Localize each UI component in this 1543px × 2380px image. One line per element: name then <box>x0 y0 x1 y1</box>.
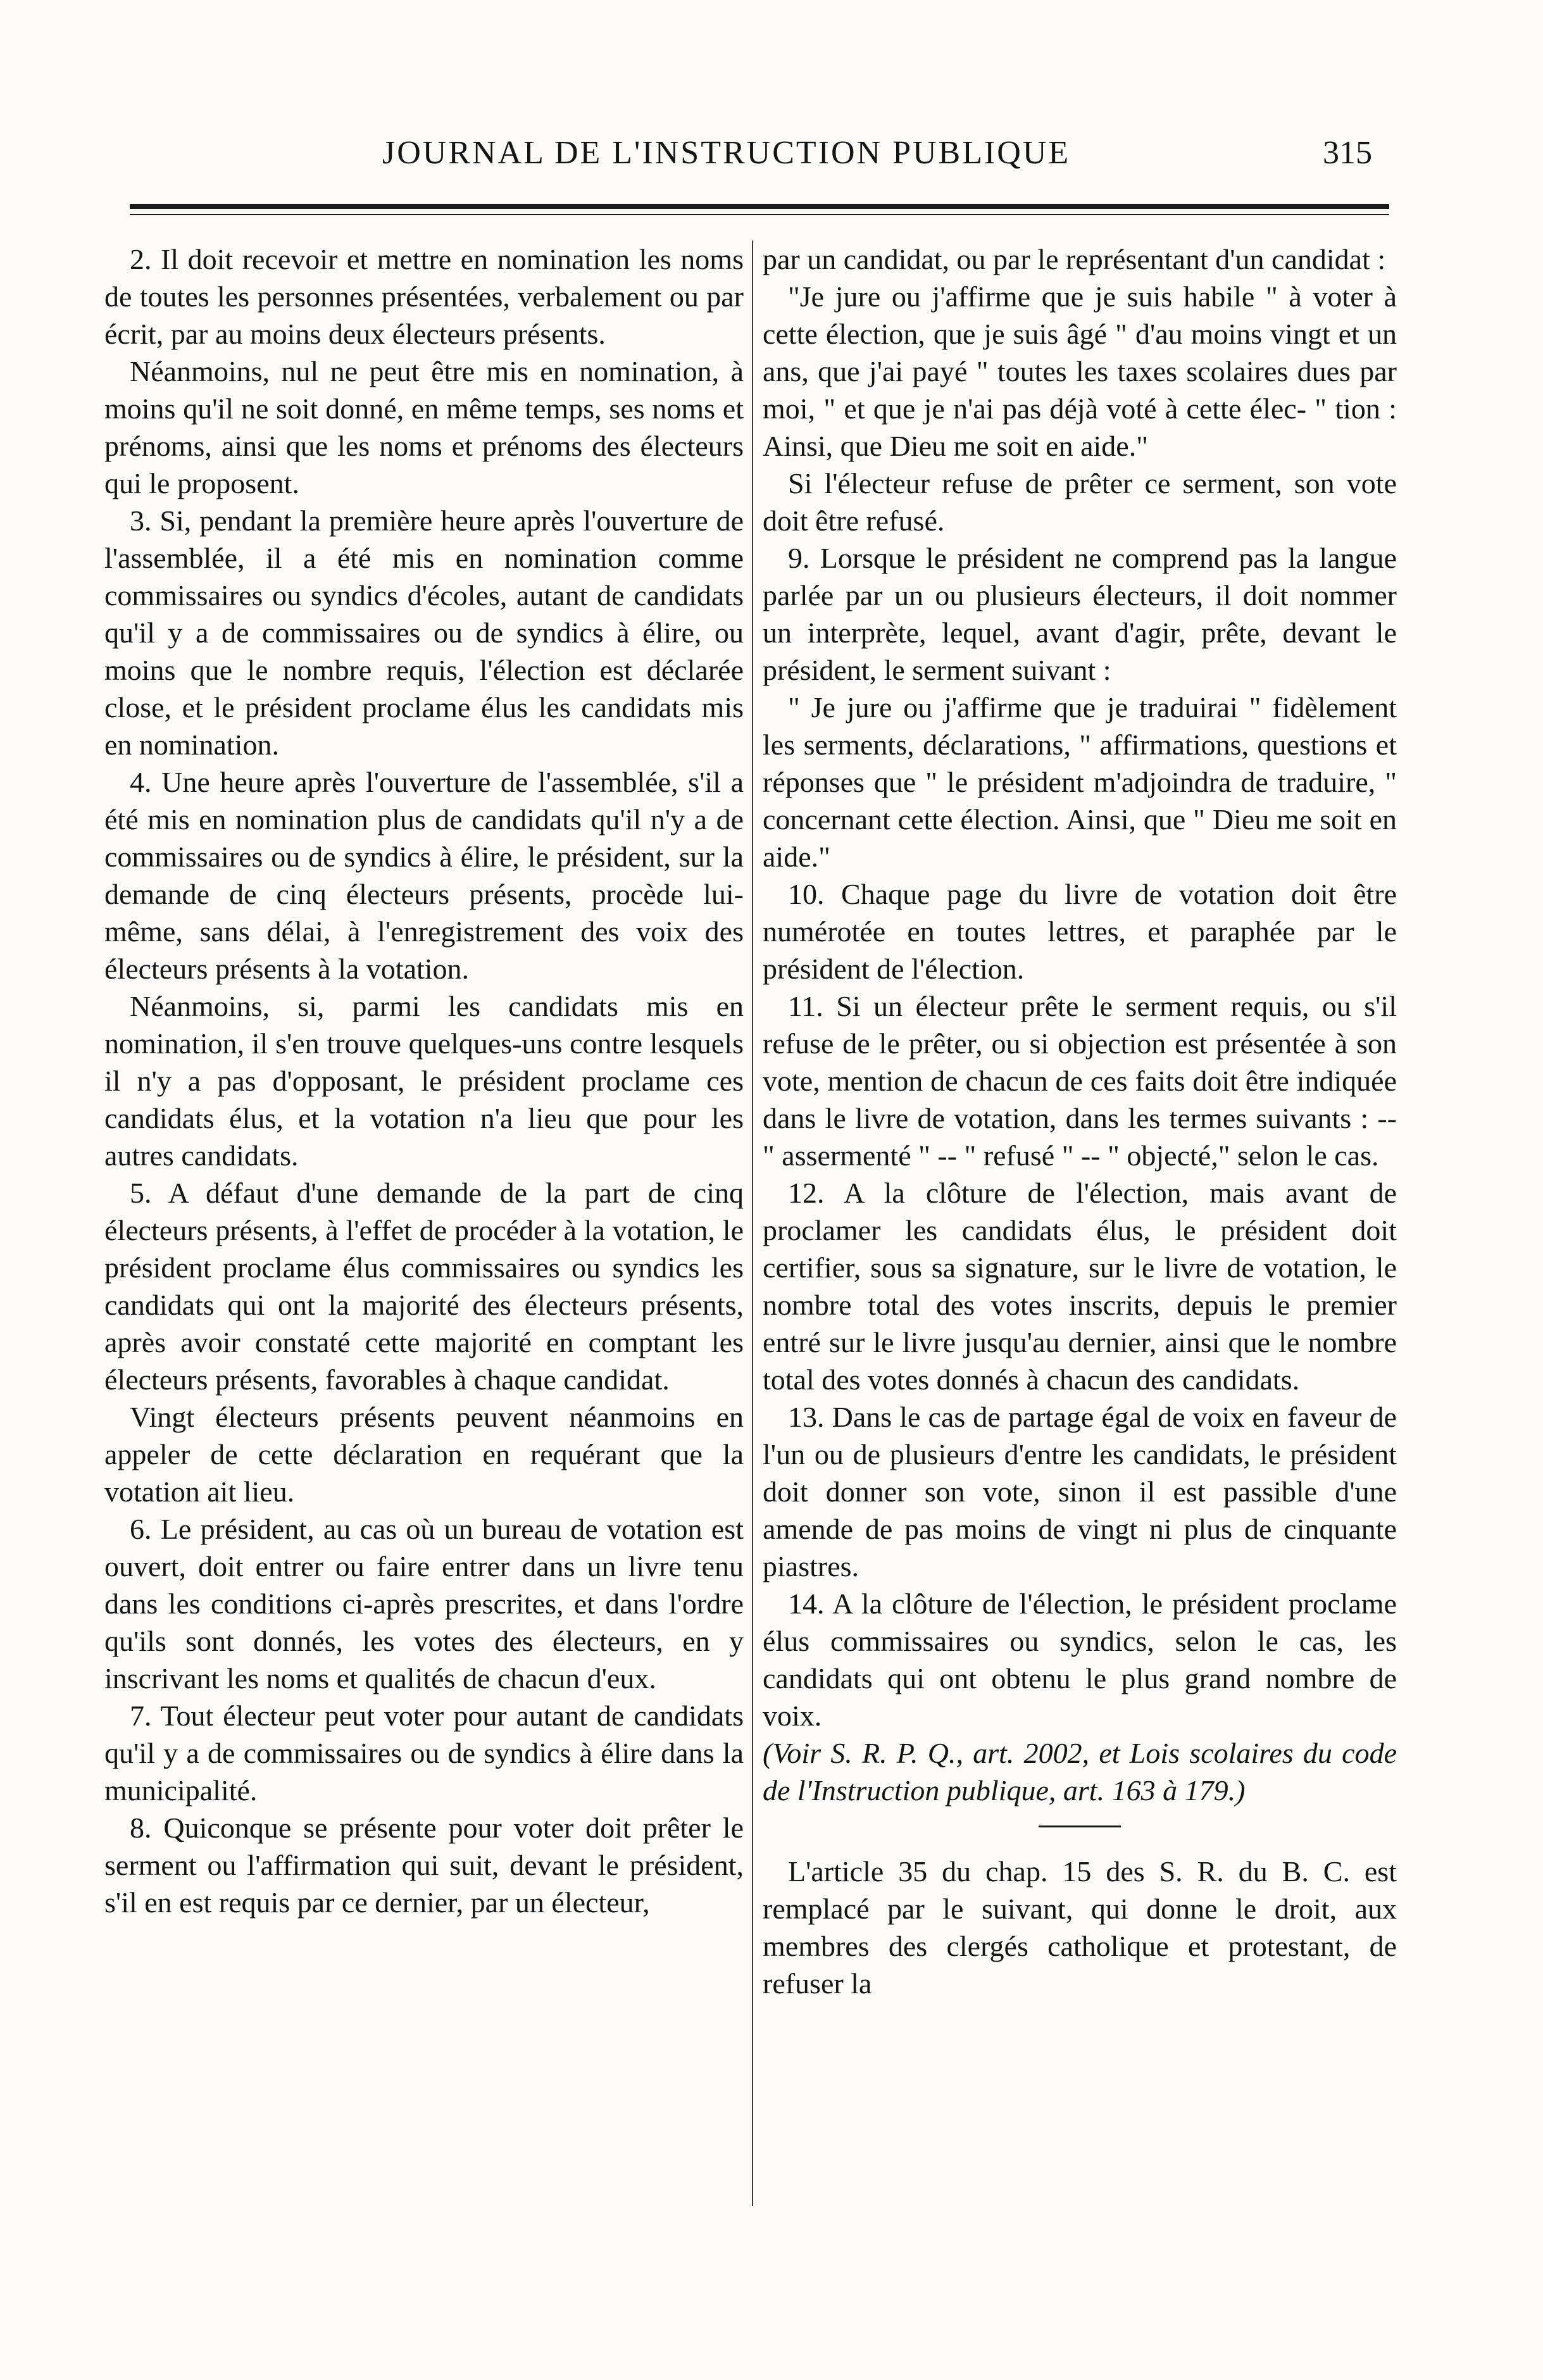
article-2: 2. Il doit recevoir et mettre en nomination les noms de toutes les personnes présentées, verbalement ou par écrit, par au moins deux électeurs présents. <box>104 243 744 350</box>
article-13: 13. Dans le cas de partage égal de voix en faveur de l'un ou de plusieurs d'entre les candidats, le président doit donner son vote, sinon il est passible d'une amende de pas moins de vingt ni plus de cinquante piastres. <box>763 1401 1397 1582</box>
page-number: 315 <box>1323 135 1372 171</box>
article-5: 5. A défaut d'une demande de la part de cinq électeurs présents, à l'effet de procéder à la votation, le président proclame élus commissaires ou syndics les candidats qui ont la majorité des électeurs présents, après avoir constaté cette majorité en comptant les électeurs présents, favorables à chaque candidat. <box>104 1177 744 1396</box>
article-8: 8. Quiconque se présente pour voter doit prêter le serment ou l'affirmation qui suit, devant le président, s'il en est requis par ce dernier, par un électeur, <box>104 1812 744 1919</box>
article-14: 14. A la clôture de l'élection, le président proclame élus commissaires ou syndics, selon le cas, les candidats qui ont obtenu le plus grand nombre de voix. <box>763 1588 1397 1732</box>
article-6: 6. Le président, au cas où un bureau de votation est ouvert, doit entrer ou faire entrer dans un livre tenu dans les conditions ci-après prescrites, et dans l'ordre qu'ils sont donnés, les votes des électeurs, en y inscrivant les noms et qualités de chacun d'eux. <box>104 1513 744 1694</box>
article-4: 4. Une heure après l'ouverture de l'assemblée, s'il a été mis en nomination plus de candidats qu'il n'y a de commissaires ou de syndics à élire, le président, sur la demande de cinq électeurs présents, procède lui-même, sans délai, à l'enregistrement des voix des électeurs présents à la votation. <box>104 766 744 985</box>
article-5-vingt: Vingt électeurs présents peuvent néanmoins en appeler de cette déclaration en requérant que la votation ait lieu. <box>104 1401 744 1508</box>
header-rule-thin <box>130 214 1389 215</box>
interpreter-oath: " Je jure ou j'affirme que je traduirai " fidèlement les serments, déclarations, " affirmations, questions et réponses que " le président m'adjoindra de traduire, " concernant cette élection. Ainsi, que " Dieu me soit en aide." <box>763 691 1397 873</box>
section-rule <box>1039 1826 1121 1827</box>
column-divider <box>752 241 753 2206</box>
article-9: 9. Lorsque le président ne comprend pas la langue parlée par un ou plusieurs électeurs, il doit nommer un interprète, lequel, avant d'agir, prête, devant le président, le serment suivant : <box>763 542 1397 686</box>
header-rule <box>130 204 1389 209</box>
article-12: 12. A la clôture de l'élection, mais avant de proclamer les candidats élus, le président doit certifier, sous sa signature, sur le livre de votation, le nombre total des votes inscrits, depuis le premier entré sur le livre jusqu'au dernier, ainsi que le nombre total des votes donnés à chacun des candidats. <box>763 1177 1397 1396</box>
page-header <box>0 134 1543 185</box>
closing-paragraph: L'article 35 du chap. 15 des S. R. du B. C. est remplacé par le suivant, qui donne le droit, aux membres des clergés catholique et protestant, de refuser la <box>763 1855 1397 2000</box>
legal-references: (Voir S. R. P. Q., art. 2002, et Lois scolaires du code de l'Instruction publique, art. 163 à 179.) <box>763 1737 1397 1807</box>
article-2-neanmoins: Néanmoins, nul ne peut être mis en nomination, à moins qu'il ne soit donné, en même temps, ses noms et prénoms, ainsi que les noms et prénoms des électeurs qui le proposent. <box>104 355 744 499</box>
journal-title: JOURNAL DE L'INSTRUCTION PUBLIQUE <box>382 135 1071 171</box>
article-7: 7. Tout électeur peut voter pour autant de candidats qu'il y a de commissaires ou de syndics à élire dans la municipalité. <box>104 1700 744 1807</box>
article-11: 11. Si un électeur prête le serment requis, ou s'il refuse de le prêter, ou si objection est présentée à son vote, mention de chacun de ces faits doit être indiquée dans le livre de votation, dans les termes suivants : -- " assermenté " -- " refusé " -- " objecté," selon le cas. <box>763 990 1397 1172</box>
article-4-neanmoins: Néanmoins, si, parmi les candidats mis en nomination, il s'en trouve quelques-uns contre lesquels il n'y a pas d'opposant, le président proclame ces candidats élus, et la votation n'a lieu que pour les autres candidats. <box>104 990 744 1172</box>
refusal-note: Si l'électeur refuse de prêter ce serment, son vote doit être refusé. <box>763 467 1397 537</box>
article-8-continued: par un candidat, ou par le représentant d'un candidat : <box>763 243 1386 275</box>
elector-oath: "Je jure ou j'affirme que je suis habile " à voter à cette élection, que je suis âgé " d'au moins vingt et un ans, que j'ai payé " toutes les taxes scolaires dues par moi, " et que je n'ai pas déjà voté à cette élec- " tion : Ainsi, que Dieu me soit en aide." <box>763 280 1397 462</box>
article-10: 10. Chaque page du livre de votation doit être numérotée en toutes lettres, et paraphée par le président de l'élection. <box>763 878 1397 985</box>
left-column <box>104 241 744 1921</box>
article-3: 3. Si, pendant la première heure après l'ouverture de l'assemblée, il a été mis en nomination comme commissaires ou syndics d'écoles, autant de candidats qu'il y a de commissaires ou de syndics à élire, ou moins que le nombre requis, l'élection est déclarée close, et le président proclame élus les candidats mis en nomination. <box>104 504 744 761</box>
right-column <box>763 241 1397 2002</box>
